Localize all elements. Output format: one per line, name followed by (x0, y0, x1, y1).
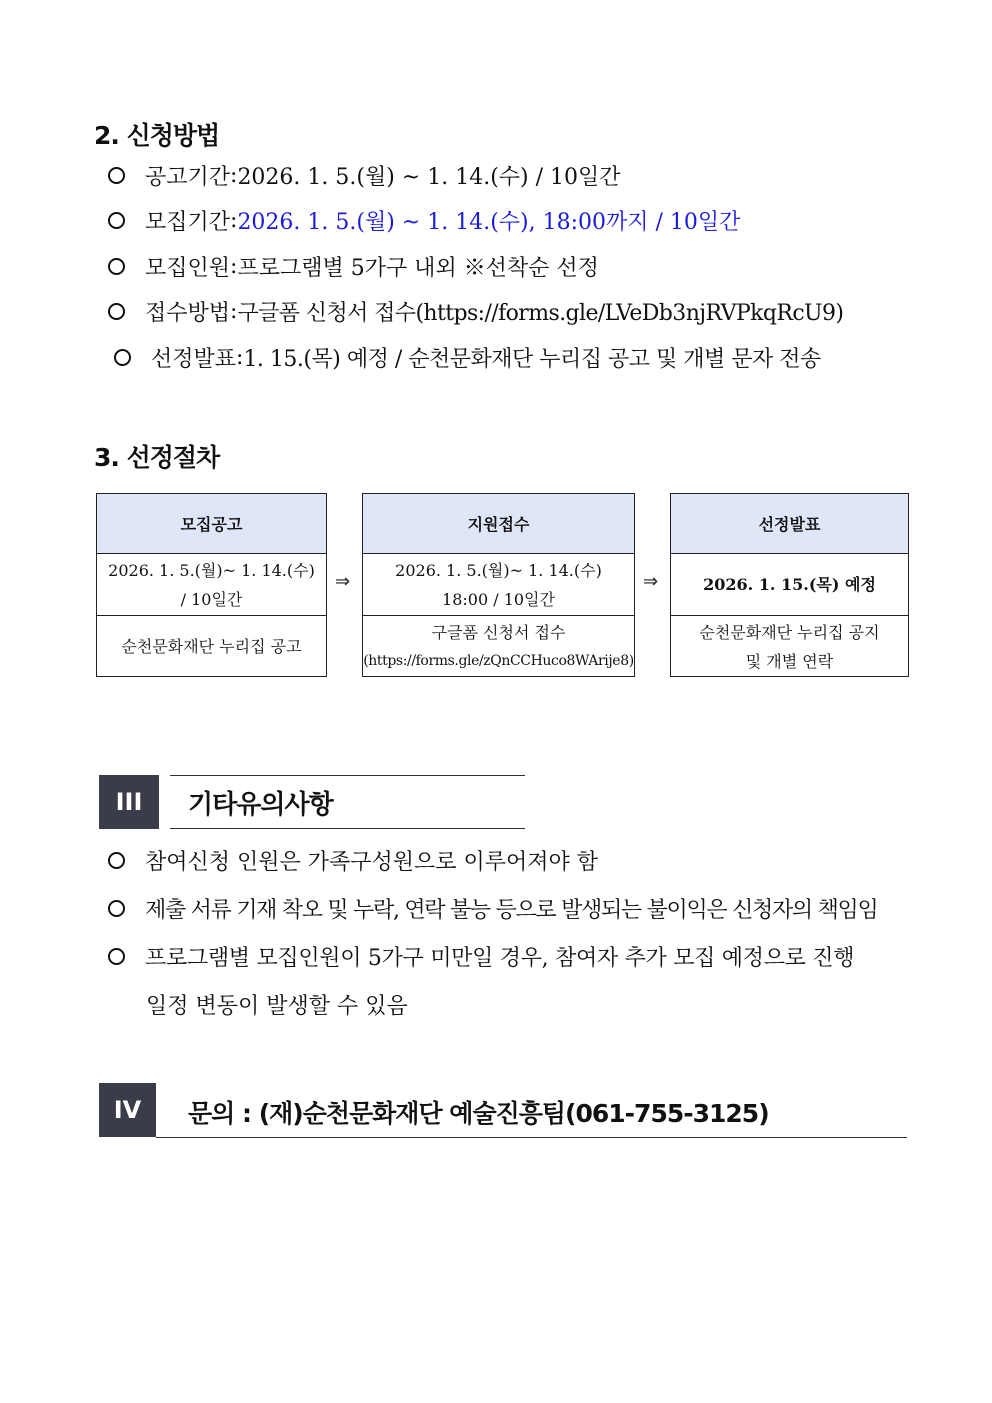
right-arrow-icon: ⇒ (335, 571, 351, 592)
circle-bullet-icon (108, 258, 125, 275)
circle-bullet-icon (108, 167, 125, 184)
item-label: 모집인원 (145, 256, 231, 281)
process-step-application (362, 493, 635, 677)
item-value-link[interactable]: 구글폼 신청서 접수(https://forms.gle/LVeDb3njRVPkqRcU9) (237, 301, 844, 326)
item-label: 접수방법 (145, 301, 231, 326)
list-item-recruitment-count: 모집인원 : 프로그램별 5가구 내외 ※선착순 선정 (108, 251, 599, 282)
step-title: 모집공고 (97, 494, 326, 554)
step-title: 지원접수 (363, 494, 634, 554)
section-2-heading: 2. 신청방법 (94, 121, 220, 150)
divider (170, 828, 525, 829)
item-value: 1. 15.(목) 예정 / 순천문화재단 누리집 공고 및 개별 문자 전송 (243, 347, 821, 372)
section-number-badge: III (99, 775, 159, 829)
circle-bullet-icon (114, 349, 131, 366)
right-arrow-icon: ⇒ (643, 571, 659, 592)
item-value-highlight: 2026. 1. 5.(월) ~ 1. 14.(수), 18:00까지 / 10일간 (237, 210, 741, 235)
divider (156, 1137, 907, 1138)
step-description: 순천문화재단 누리집 공고 (121, 637, 302, 656)
item-label: 선정발표 (151, 347, 237, 372)
step-title: 선정발표 (671, 494, 908, 554)
circle-bullet-icon (108, 212, 125, 229)
step-period: 2026. 1. 5.(월)~ 1. 14.(수) / 10일간 (97, 554, 326, 616)
step-period: 2026. 1. 5.(월)~ 1. 14.(수) 18:00 / 10일간 (363, 554, 634, 616)
section-3-heading: 3. 선정절차 (94, 443, 220, 472)
list-item-note: 제출 서류 기재 착오 및 누락, 연락 불능 등으로 발생되는 불이익은 신청자의 책임임 (108, 893, 877, 924)
circle-bullet-icon (108, 852, 125, 869)
list-item-note: 프로그램별 모집인원이 5가구 미만일 경우, 참여자 추가 모집 예정으로 진행 (108, 941, 854, 972)
section-title: 기타유의사항 (188, 790, 333, 820)
list-item-announcement-period: 공고기간 : 2026. 1. 5.(월) ~ 1. 14.(수) / 10일간 (108, 160, 621, 191)
circle-bullet-icon (108, 948, 125, 965)
step-description: 구글폼 신청서 접수 (https://forms.gle/zQnCCHuco8WArije8) (363, 616, 634, 677)
circle-bullet-icon (108, 900, 125, 917)
step-description: 순천문화재단 누리집 공지 및 개별 연락 (699, 622, 880, 671)
list-item-recruitment-period: 모집기간 : 2026. 1. 5.(월) ~ 1. 14.(수), 18:00까지 / 10일간 (108, 205, 740, 236)
divider (170, 775, 525, 776)
step-link[interactable]: (https://forms.gle/zQnCCHuco8WArije8) (363, 652, 634, 669)
list-item-note: 참여신청 인원은 가족구성원으로 이루어져야 함 (108, 845, 598, 876)
process-step-recruitment-notice (96, 493, 327, 677)
process-step-selection-announcement (670, 493, 909, 677)
circle-bullet-icon (108, 303, 125, 320)
section-number-badge: IV (99, 1083, 156, 1137)
step-period: 2026. 1. 15.(목) 예정 (671, 554, 908, 616)
list-item-selection-announcement: 선정발표 : 1. 15.(목) 예정 / 순천문화재단 누리집 공고 및 개별 문자 전송 (114, 342, 821, 373)
list-item-note-continuation: 일정 변동이 발생할 수 있음 (146, 994, 408, 1019)
item-value: 2026. 1. 5.(월) ~ 1. 14.(수) / 10일간 (237, 165, 621, 190)
contact-info: 문의 : (재)순천문화재단 예술진흥팀(061-755-3125) (188, 1099, 769, 1128)
item-value: 프로그램별 5가구 내외 ※선착순 선정 (237, 256, 599, 281)
item-label: 모집기간 (145, 210, 231, 235)
item-label: 공고기간 (145, 165, 231, 190)
list-item-application-method: 접수방법 : 구글폼 신청서 접수(https://forms.gle/LVeDb3njRVPkqRcU9) (108, 296, 843, 327)
